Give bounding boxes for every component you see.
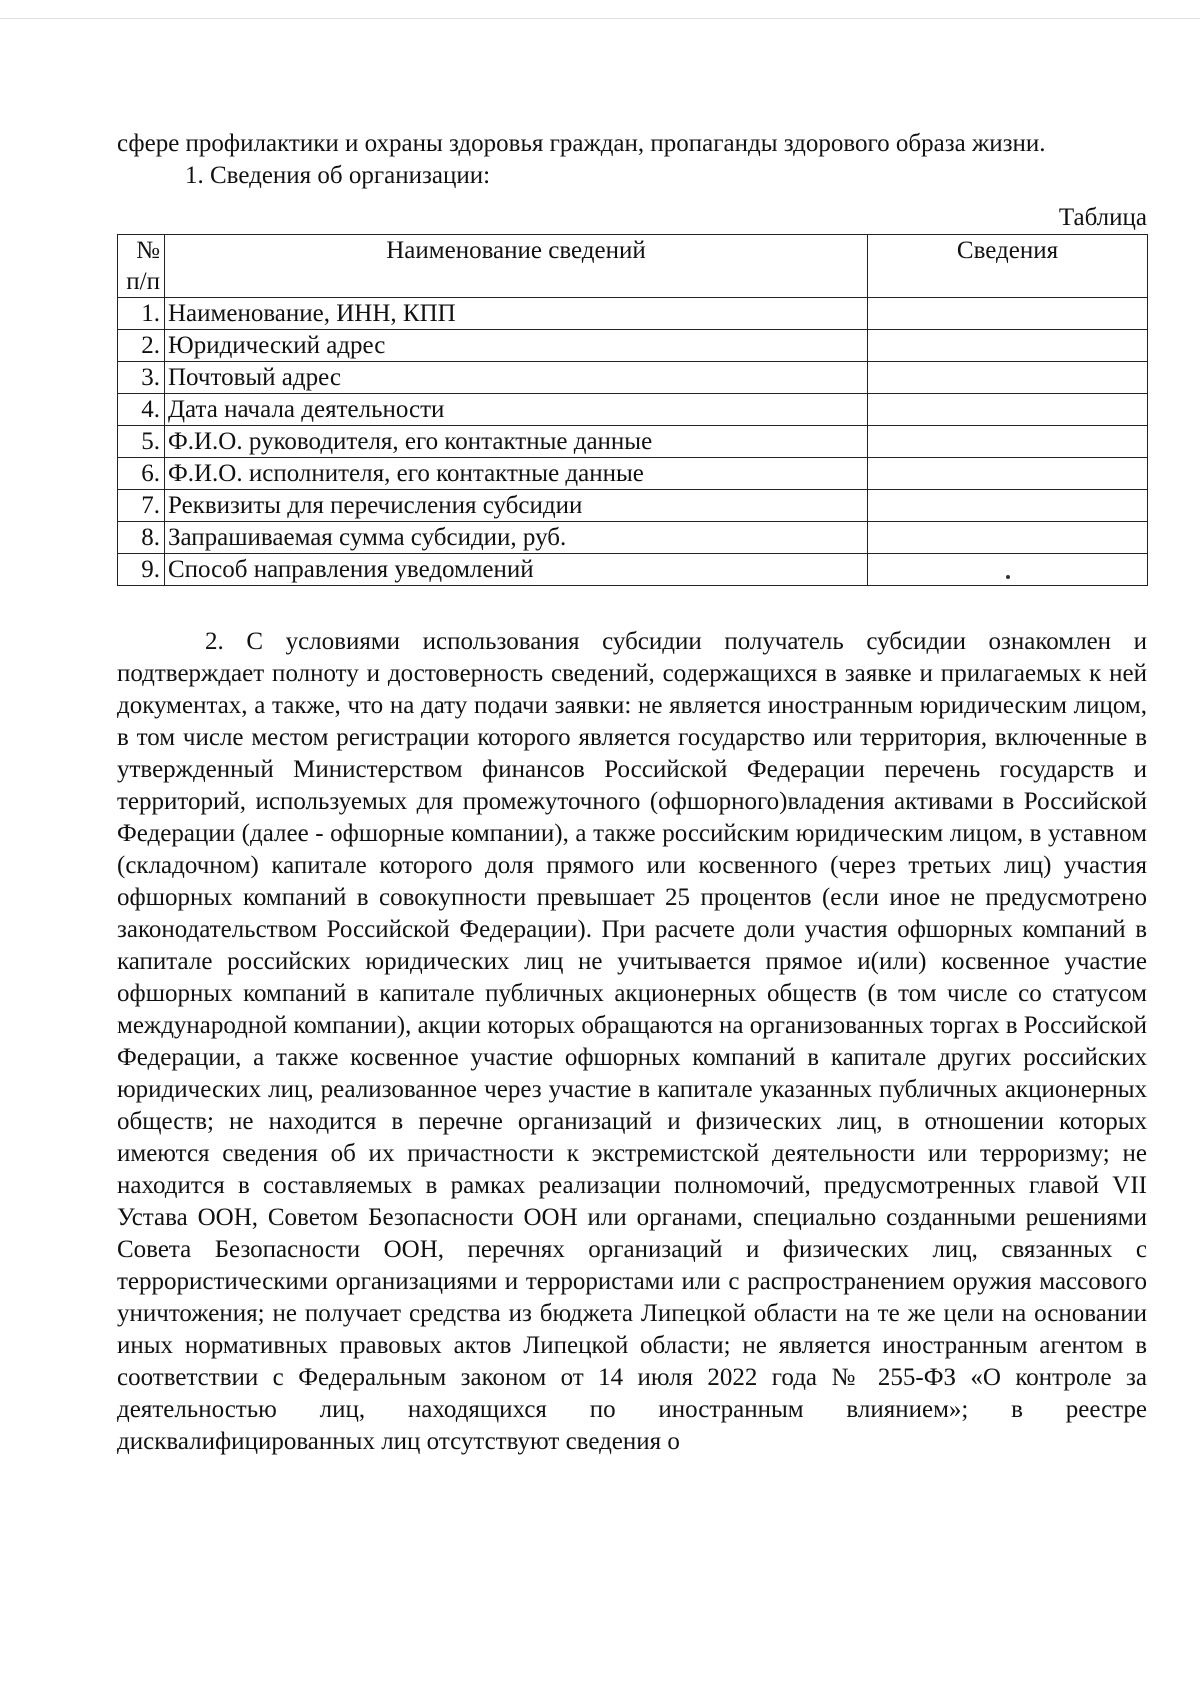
header-value: Сведения	[868, 235, 1148, 298]
row-value	[868, 394, 1148, 426]
row-name: Наименование, ИНН, КПП	[165, 298, 868, 330]
row-name: Юридический адрес	[165, 330, 868, 362]
row-name: Ф.И.О. руководителя, его контактные данные	[165, 426, 868, 458]
row-number: 8.	[118, 522, 165, 554]
row-value	[868, 458, 1148, 490]
table-row	[118, 458, 1148, 490]
table-header-row	[118, 235, 1148, 298]
row-number: 4.	[118, 394, 165, 426]
row-number: 9.	[118, 554, 165, 586]
row-name: Ф.И.О. исполнителя, его контактные данные	[165, 458, 868, 490]
scan-edge-line	[0, 18, 1200, 19]
table-row	[118, 554, 1148, 586]
row-name: Дата начала деятельности	[165, 394, 868, 426]
row-value	[868, 330, 1148, 362]
organization-info-table	[117, 234, 1148, 586]
intro-paragraph: сфере профилактики и охраны здоровья граждан, пропаганды здорового образа жизни.	[117, 130, 1046, 157]
table-row	[118, 298, 1148, 330]
section-2-paragraph: 2. С условиями использования субсидии получатель субсидии ознакомлен и подтверждает полноту и достоверность сведений, содержащихся в заявке и прилагаемых к ней документах, а также, что на дату подачи заявки: не является иностранным юридическим лицом, в том числе местом регистрации которого является государство или территория, включенные в утвержденный Министерством финансов Российской Федерации перечень государств и территорий, используемых для промежуточного (офшорного)владения активами в Российской Федерации (далее - офшорные компании), а также российским юридическим лицом, в уставном (складочном) капитале которого доля прямого или косвенного (через третьих лиц) участия офшорных компаний в совокупности превышает 25 процентов (если иное не предусмотрено законодательством Российской Федерации). При расчете доли участия офшорных компаний в капитале российских юридических лиц не учитывается прямое и(или) косвенное участие офшорных компаний в капитале публичных акционерных обществ (в том числе со статусом международной компании), акции которых обращаются на организованных торгах в Российской Федерации, а также косвенное участие офшорных компаний в капитале других российских юридических лиц, реализованное через участие в капитале указанных публичных акционерных обществ; не находится в перечне организаций и физических лиц, в отношении которых имеются сведения об их причастности к экстремистской деятельности или терроризму; не находится в составляемых в рамках реализации полномочий, предусмотренных главой VII Устава ООН, Советом Безопасности ООН или органами, специально созданными решениями Совета Безопасности ООН, перечнях организаций и физических лиц, связанных с террористическими организациями и террористами или с распространением оружия массового уничтожения; не получает средства из бюджета Липецкой области на те же цели на основании иных нормативных правовых актов Липецкой области; не является иностранным агентом в соответствии с Федеральным законом от 14 июля 2022 года № 255-ФЗ «О контроле за деятельностью лиц, находящихся по иностранным влиянием»; в реестре дисквалифицированных лиц отсутствуют сведения о	[117, 628, 1147, 1455]
row-number: 7.	[118, 490, 165, 522]
table-row	[118, 522, 1148, 554]
table-row	[118, 426, 1148, 458]
table-caption: Таблица	[1058, 204, 1147, 231]
row-value	[868, 522, 1148, 554]
table-row	[118, 490, 1148, 522]
header-name: Наименование сведений	[165, 235, 868, 298]
row-number: 6.	[118, 458, 165, 490]
row-number: 5.	[118, 426, 165, 458]
row-value	[868, 490, 1148, 522]
section-1-heading: 1. Сведения об организации:	[185, 162, 491, 189]
row-number: 2.	[118, 330, 165, 362]
row-number: 3.	[118, 362, 165, 394]
document-body	[117, 128, 1147, 1458]
header-number: № п/п	[118, 235, 165, 298]
row-number: 1.	[118, 298, 165, 330]
row-value	[868, 298, 1148, 330]
row-value	[868, 426, 1148, 458]
row-name: Запрашиваемая сумма субсидии, руб.	[165, 522, 868, 554]
row-name: Способ направления уведомлений	[165, 554, 868, 586]
row-value	[868, 554, 1148, 586]
table-row	[118, 362, 1148, 394]
row-name: Реквизиты для перечисления субсидии	[165, 490, 868, 522]
scan-speck	[1006, 575, 1010, 579]
table-row	[118, 330, 1148, 362]
table-row	[118, 394, 1148, 426]
row-name: Почтовый адрес	[165, 362, 868, 394]
row-value	[868, 362, 1148, 394]
